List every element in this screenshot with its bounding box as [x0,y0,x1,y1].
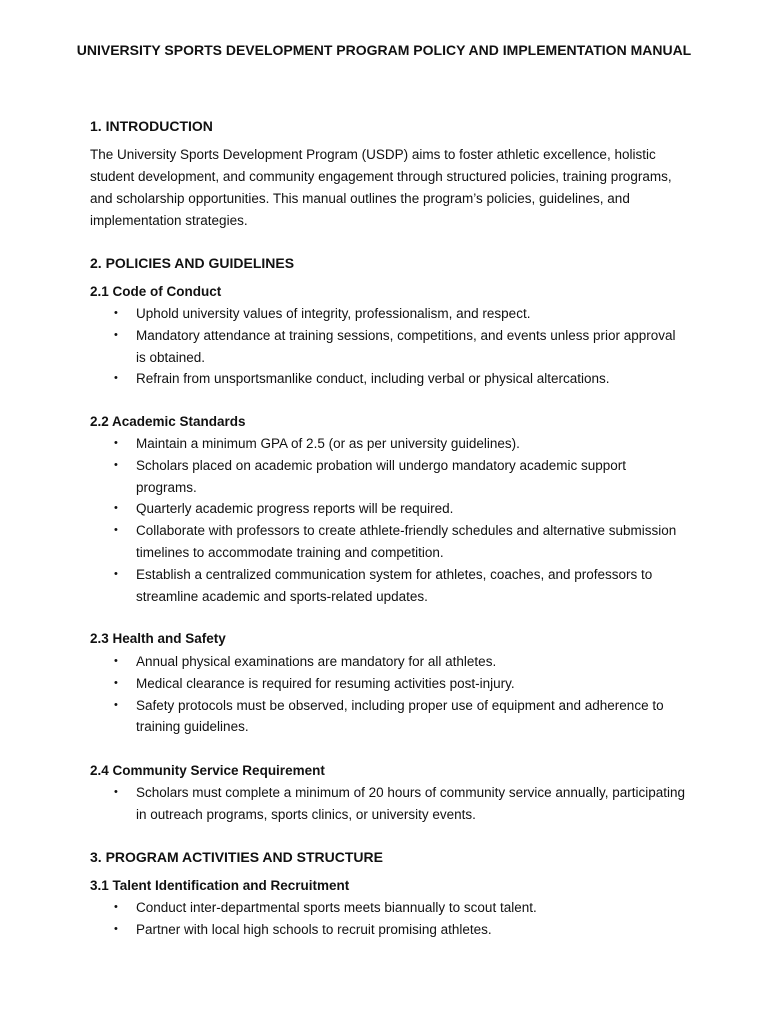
bullet-list-health-safety [90,651,685,738]
list-item [90,673,685,695]
list-item [90,368,685,390]
bullet-icon: • [114,567,118,580]
bullet-icon: • [114,524,118,537]
list-item [90,695,685,739]
list-item [90,325,685,369]
list-item-text: Conduct inter-departmental sports meets biannually to scout talent. [136,900,537,915]
subheading-health-safety: 2.3 Health and Safety [90,631,226,646]
bullet-icon: • [114,328,118,341]
list-item-text: Establish a centralized communication system for athletes, coaches, and professors to streamline academic and sports-related updates. [136,566,653,604]
subheading-academic-standards: 2.2 Academic Standards [90,414,246,429]
list-item-text: Partner with local high schools to recruit promising athletes. [136,921,492,937]
list-item-text: Maintain a minimum GPA of 2.5 (or as per university guidelines). [136,436,520,451]
bullet-list-talent-identification [90,897,685,941]
subheading-community-service: 2.4 Community Service Requirement [90,763,325,778]
introduction-paragraph: The University Sports Development Program (USDP) aims to foster athletic excellence, holistic student development, and community engagement through structured policies, training programs, and scholarship opportunities. This manual outlines the program’s policies, guidelines, and implementation strategies. [90,147,672,228]
bullet-icon: • [114,786,118,798]
list-item-text: Mandatory attendance at training sessions, competitions, and events unless prior approval is obtained. [136,327,676,365]
section-heading-policies: 2. POLICIES AND GUIDELINES [90,255,295,271]
bullet-icon: • [114,372,118,385]
list-item-text: Annual physical examinations are mandatory for all athletes. [136,654,497,669]
list-item [90,919,685,941]
list-item-text: Scholars must complete a minimum of 20 hours of community service annually, participating in outreach programs, sports clinics, or university events. [136,785,685,822]
section-heading-introduction: 1. INTRODUCTION [90,118,213,134]
subheading-code-of-conduct: 2.1 Code of Conduct [90,284,222,299]
bullet-icon: • [114,676,118,689]
list-item [90,455,685,499]
title-text: UNIVERSITY SPORTS DEVELOPMENT PROGRAM POLICY AND IMPLEMENTATION MANUAL [76,42,692,58]
list-item [90,651,685,673]
bullet-icon: • [114,458,118,471]
bullet-icon: • [114,698,118,711]
list-item-text: Medical clearance is required for resuming activities post-injury. [136,675,515,691]
bullet-icon: • [114,922,118,935]
list-item-text: Scholars placed on academic probation will undergo mandatory academic support programs. [136,457,627,495]
list-item [90,498,685,520]
list-item [90,897,685,919]
list-item [90,520,685,564]
bullet-icon: • [114,901,118,913]
section-heading-program-activities: 3. PROGRAM ACTIVITIES AND STRUCTURE [90,849,383,865]
bullet-list-academic-standards [90,433,685,607]
subheading-talent-identification: 3.1 Talent Identification and Recruitment [90,878,350,893]
list-item [90,564,685,608]
bullet-list-code-of-conduct [90,303,685,390]
list-item-text: Uphold university values of integrity, professionalism, and respect. [136,306,531,321]
bullet-icon: • [114,307,118,319]
list-item [90,433,685,455]
bullet-icon: • [114,437,118,449]
list-item-text: Quarterly academic progress reports will be required. [136,501,454,517]
list-item-text: Collaborate with professors to create athlete-friendly schedules and alternative submission timelines to accommodate training and competition. [136,523,677,560]
list-item-text: Safety protocols must be observed, including proper use of equipment and adherence to training guidelines. [136,697,664,735]
bullet-list-community-service [90,782,685,826]
bullet-icon: • [114,502,118,515]
bullet-icon: • [114,655,118,667]
list-item-text: Refrain from unsportsmanlike conduct, including verbal or physical altercations. [136,371,610,387]
document-title [0,40,768,60]
list-item [90,303,685,325]
list-item [90,782,685,826]
